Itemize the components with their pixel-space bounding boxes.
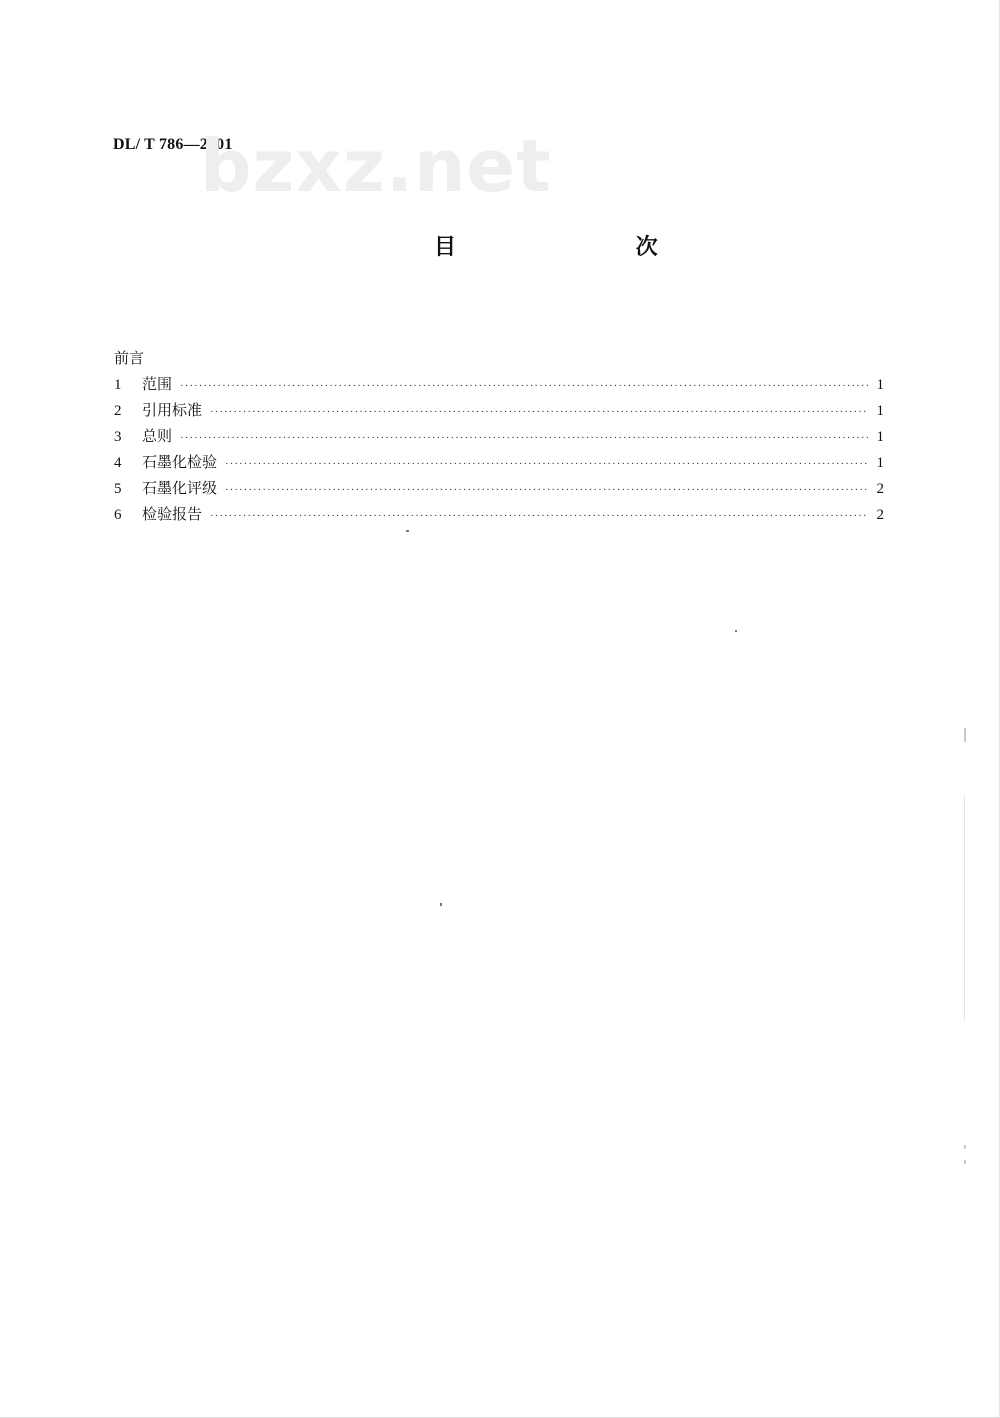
- toc-dot-leader: [180, 373, 868, 399]
- scan-speck: [406, 530, 409, 532]
- toc-entry[interactable]: [114, 449, 884, 475]
- scan-edge-mark: [964, 1145, 966, 1149]
- toc-entry-label: 引用标准: [142, 401, 203, 419]
- toc-entry-page: 1: [876, 403, 884, 419]
- toc-entry[interactable]: [114, 397, 884, 423]
- standard-code: DL/ T 786—2001: [113, 136, 233, 153]
- scan-edge-mark: [964, 795, 965, 1020]
- toc-entry-number: 1: [114, 377, 122, 393]
- toc-entry-number: 5: [114, 481, 122, 497]
- toc-entry[interactable]: [114, 423, 884, 449]
- toc-dot-leader: [210, 503, 868, 529]
- toc-entry-label: 石墨化评级: [142, 479, 218, 497]
- table-of-contents: [114, 345, 884, 527]
- toc-entry-number: 6: [114, 507, 122, 523]
- toc-dot-leader: [210, 399, 868, 425]
- toc-dot-leader: [180, 425, 868, 451]
- toc-entry-page: 1: [876, 429, 884, 445]
- scan-speck: [735, 630, 737, 632]
- toc-title: 目 次: [434, 235, 744, 260]
- toc-entry-label: 石墨化检验: [142, 453, 218, 471]
- toc-entry-page: 1: [876, 377, 884, 393]
- toc-entry[interactable]: [114, 475, 884, 501]
- toc-entry-label: 总则: [142, 427, 173, 445]
- toc-entry-label: 检验报告: [142, 505, 203, 523]
- toc-entry-number: 4: [114, 455, 122, 471]
- scan-speck: [440, 903, 442, 906]
- toc-entry-page: 2: [876, 481, 884, 497]
- watermark: bzxz.net: [200, 124, 552, 208]
- toc-entry-page: 1: [876, 455, 884, 471]
- toc-entry[interactable]: [114, 371, 884, 397]
- scan-edge-mark: [964, 728, 966, 742]
- toc-entry-number: 2: [114, 403, 122, 419]
- toc-entry-number: 3: [114, 429, 122, 445]
- toc-entry[interactable]: [114, 501, 884, 527]
- toc-dot-leader: [225, 477, 868, 503]
- toc-dot-leader: [225, 451, 868, 477]
- scan-edge-mark: [964, 1160, 966, 1164]
- toc-entry-label: 范围: [142, 375, 173, 393]
- toc-preface[interactable]: 前言: [114, 349, 145, 367]
- toc-entry-page: 2: [876, 507, 884, 523]
